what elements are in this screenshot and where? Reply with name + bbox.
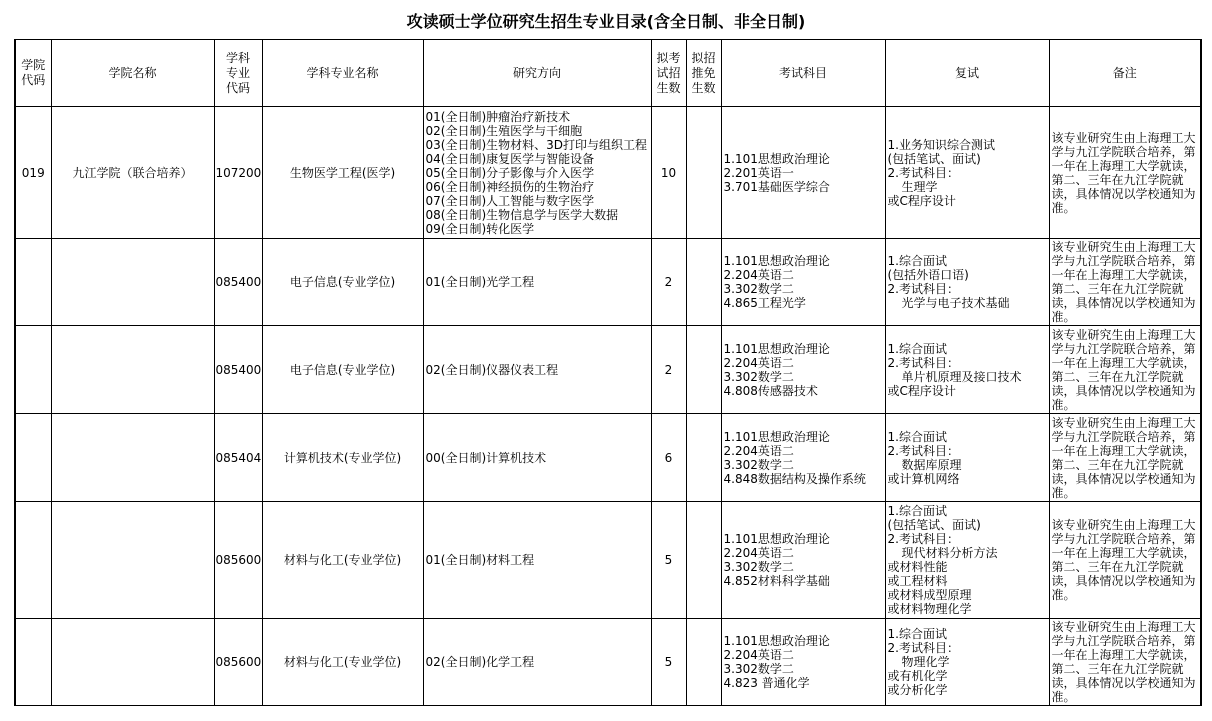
- retest-cell-line: 物理化学: [901, 655, 950, 669]
- retest-cell-line: 或计算机网络: [887, 471, 960, 486]
- table-row: [15, 502, 1201, 619]
- exam-subjects-cell-line: 2.204英语二: [723, 355, 794, 370]
- remarks-cell: 该专业研究生由上海理工大学与九江学院联合培养，第一年在上海理工大学就读，第二、三年在九江学院就读，具体情况以学校通知为准。: [1049, 239, 1201, 326]
- retest-cell-line: 2.考试科目：: [887, 641, 959, 655]
- direction-cell: [423, 107, 651, 239]
- remarks-cell: 该专业研究生由上海理工大学与九江学院联合培养，第一年在上海理工大学就读，第二、三年在九江学院就读，具体情况以学校通知为准。: [1049, 107, 1201, 239]
- direction-cell-line: 08(全日制)生物信息学与医学大数据: [425, 207, 619, 222]
- retest-cell-line: 或C程序设计: [887, 193, 956, 208]
- direction-cell: [423, 502, 651, 619]
- direction-cell-line: 02(全日制)生殖医学与干细胞: [425, 123, 583, 138]
- major-name-cell: 材料与化工(专业学位): [262, 502, 423, 619]
- header-exempt-quota-text: [691, 51, 715, 96]
- exam-subjects-cell-line: 2.201英语一: [723, 165, 794, 180]
- retest-cell-line: 或分析化学: [887, 683, 948, 697]
- exam-subjects-cell-line: 3.302数学二: [723, 369, 794, 384]
- college-name-cell: 九江学院（联合培养）: [51, 107, 214, 239]
- exam-subjects-cell-line: 4.865工程光学: [723, 296, 806, 310]
- header-exempt-quota-line: 生数: [691, 80, 716, 95]
- direction-cell-line: 01(全日制)材料工程: [425, 553, 535, 567]
- exempt-quota-cell: [686, 107, 721, 239]
- header-remarks: 备注: [1049, 40, 1201, 107]
- college-code-cell: 019: [15, 107, 51, 239]
- retest-cell-line: 1.综合面试: [887, 254, 947, 268]
- direction-cell-line: 07(全日制)人工智能与数字医学: [425, 193, 595, 208]
- exam-subjects-cell: [721, 326, 885, 414]
- exam-quota-cell: 2: [651, 326, 686, 414]
- retest-cell-line: (包括笔试、面试): [887, 518, 981, 532]
- retest-cell-line: (包括外语口语): [887, 268, 969, 282]
- exempt-quota-cell: [686, 414, 721, 502]
- exam-subjects-cell-line: 1.101思想政治理论: [723, 151, 830, 166]
- direction-cell-line: 03(全日制)生物材料、3D打印与组织工程: [425, 137, 648, 152]
- header-college-code-text: [21, 58, 45, 88]
- remarks-cell: 该专业研究生由上海理工大学与九江学院联合培养，第一年在上海理工大学就读，第二、三年在九江学院就读，具体情况以学校通知为准。: [1049, 326, 1201, 414]
- college-name-cell: [51, 239, 214, 326]
- exam-quota-cell: 6: [651, 414, 686, 502]
- header-major-code-line: 代码: [225, 80, 250, 95]
- exam-quota-cell: 2: [651, 239, 686, 326]
- retest-cell-line: 1.综合面试: [887, 504, 947, 518]
- direction-cell-line: 01(全日制)光学工程: [425, 275, 535, 289]
- major-name-cell: 电子信息(专业学位): [262, 326, 423, 414]
- college-name-cell: [51, 414, 214, 502]
- direction-cell-line: 06(全日制)神经损伤的生物治疗: [425, 179, 595, 194]
- header-exam-quota-line: 生数: [656, 80, 681, 95]
- exam-subjects-cell: [721, 107, 885, 239]
- retest-cell-line: 光学与电子技术基础: [901, 296, 1010, 310]
- header-direction: 研究方向: [423, 40, 651, 107]
- header-major-code-line: 专业: [225, 65, 250, 80]
- college-code-cell: [15, 619, 51, 706]
- direction-cell-line: 04(全日制)康复医学与智能设备: [425, 151, 595, 166]
- retest-cell: [885, 502, 1049, 619]
- retest-cell: [885, 414, 1049, 502]
- retest-cell-line: 生理学: [901, 179, 938, 194]
- table-row: [15, 414, 1201, 502]
- retest-cell-line: 数据库原理: [901, 457, 962, 472]
- exam-subjects-cell-line: 2.204英语二: [723, 443, 794, 458]
- exam-subjects-cell-line: 1.101思想政治理论: [723, 634, 830, 648]
- retest-cell: [885, 326, 1049, 414]
- direction-cell-line: 09(全日制)转化医学: [425, 221, 535, 236]
- direction-cell-line: 01(全日制)肿瘤治疗新技术: [425, 109, 571, 124]
- header-major-code: [214, 40, 262, 107]
- exam-subjects-cell-line: 1.101思想政治理论: [723, 254, 830, 268]
- exam-subjects-cell-line: 3.302数学二: [723, 457, 794, 472]
- header-college-code: [15, 40, 51, 107]
- retest-cell-line: 或有机化学: [887, 669, 948, 683]
- header-exempt-quota-line: 推免: [691, 65, 716, 80]
- retest-cell-line: 1.业务知识综合测试: [887, 137, 995, 152]
- header-exam-quota-line: 试招: [656, 65, 681, 80]
- retest-cell-line: 2.考试科目：: [887, 355, 959, 370]
- exam-subjects-cell-line: 1.101思想政治理论: [723, 429, 830, 444]
- retest-cell-line: 2.考试科目：: [887, 165, 959, 180]
- table-row: [15, 239, 1201, 326]
- header-major-code-line: 学科: [225, 50, 250, 65]
- table-body: [15, 107, 1201, 706]
- college-name-cell: [51, 326, 214, 414]
- direction-cell: [423, 326, 651, 414]
- header-college-name: 学院名称: [51, 40, 214, 107]
- direction-cell: [423, 239, 651, 326]
- header-exam-subjects: 考试科目: [721, 40, 885, 107]
- exam-subjects-cell-line: 2.204英语二: [723, 546, 794, 560]
- remarks-cell: 该专业研究生由上海理工大学与九江学院联合培养，第一年在上海理工大学就读，第二、三年在九江学院就读，具体情况以学校通知为准。: [1049, 414, 1201, 502]
- exam-subjects-cell-line: 4.852材料科学基础: [723, 574, 830, 588]
- header-college-code-line: 代码: [21, 73, 46, 87]
- retest-cell-line: 1.综合面试: [887, 429, 947, 444]
- exam-subjects-cell-line: 3.302数学二: [723, 560, 794, 574]
- exam-subjects-cell-line: 3.701基础医学综合: [723, 179, 830, 194]
- program-table: [14, 39, 1202, 706]
- major-name-cell: 电子信息(专业学位): [262, 239, 423, 326]
- retest-cell-line: 现代材料分析方法: [901, 546, 998, 560]
- exam-subjects-cell-line: 4.808传感器技术: [723, 383, 818, 398]
- direction-cell-line: 05(全日制)分子影像与介入医学: [425, 165, 595, 180]
- direction-cell: [423, 414, 651, 502]
- retest-cell-line: 1.综合面试: [887, 341, 947, 356]
- header-exempt-quota-line: 拟招: [691, 50, 716, 65]
- exam-subjects-cell-line: 2.204英语二: [723, 268, 794, 282]
- college-code-cell: [15, 326, 51, 414]
- exam-subjects-cell-line: 4.848数据结构及操作系统: [723, 471, 866, 486]
- table-row: [15, 107, 1201, 239]
- retest-cell-line: 或材料成型原理: [887, 588, 972, 602]
- remarks-cell: 该专业研究生由上海理工大学与九江学院联合培养，第一年在上海理工大学就读，第二、三年在九江学院就读，具体情况以学校通知为准。: [1049, 619, 1201, 706]
- exam-quota-cell: 5: [651, 502, 686, 619]
- major-code-cell: 107200: [214, 107, 262, 239]
- exempt-quota-cell: [686, 239, 721, 326]
- major-code-cell: 085600: [214, 502, 262, 619]
- major-name-cell: 生物医学工程(医学): [262, 107, 423, 239]
- retest-cell: [885, 619, 1049, 706]
- header-major-code-text: [226, 51, 250, 96]
- page-title: 攻读硕士学位研究生招生专业目录(含全日制、非全日制): [406, 12, 806, 31]
- retest-cell-line: 2.考试科目：: [887, 282, 959, 296]
- direction-cell: [423, 619, 651, 706]
- exempt-quota-cell: [686, 326, 721, 414]
- exam-subjects-cell: [721, 619, 885, 706]
- major-name-cell: 计算机技术(专业学位): [262, 414, 423, 502]
- major-name-cell: 材料与化工(专业学位): [262, 619, 423, 706]
- college-name-cell: [51, 619, 214, 706]
- exempt-quota-cell: [686, 619, 721, 706]
- college-code-cell: [15, 414, 51, 502]
- retest-cell-line: 或工程材料: [887, 574, 948, 588]
- header-major-name: 学科专业名称: [262, 40, 423, 107]
- major-code-cell: 085400: [214, 239, 262, 326]
- direction-cell-line: 02(全日制)仪器仪表工程: [425, 362, 559, 377]
- exam-subjects-cell-line: 1.101思想政治理论: [723, 532, 830, 546]
- retest-cell-line: 2.考试科目：: [887, 532, 959, 546]
- exam-subjects-cell-line: 3.302数学二: [723, 282, 794, 296]
- college-code-cell: [15, 502, 51, 619]
- exam-subjects-cell: [721, 414, 885, 502]
- direction-cell-line: 00(全日制)计算机技术: [425, 450, 547, 465]
- major-code-cell: 085400: [214, 326, 262, 414]
- college-name-cell: [51, 502, 214, 619]
- retest-cell: [885, 239, 1049, 326]
- exam-quota-cell: 5: [651, 619, 686, 706]
- exempt-quota-cell: [686, 502, 721, 619]
- retest-cell-line: 1.综合面试: [887, 627, 947, 641]
- header-exempt-quota: [686, 40, 721, 107]
- exam-subjects-cell-line: 2.204英语二: [723, 648, 794, 662]
- header-exam-quota: [651, 40, 686, 107]
- major-code-cell: 085404: [214, 414, 262, 502]
- header-retest: 复试: [885, 40, 1049, 107]
- table-row: [15, 326, 1201, 414]
- retest-cell-line: 2.考试科目：: [887, 443, 959, 458]
- retest-cell-line: (包括笔试、面试): [887, 151, 981, 166]
- exam-quota-cell: 10: [651, 107, 686, 239]
- header-college-code-line: 学院: [21, 58, 46, 72]
- college-code-cell: [15, 239, 51, 326]
- retest-cell: [885, 107, 1049, 239]
- major-code-cell: 085600: [214, 619, 262, 706]
- exam-subjects-cell-line: 3.302数学二: [723, 662, 794, 676]
- header-exam-quota-line: 拟考: [656, 50, 681, 65]
- header-exam-quota-text: [656, 51, 680, 96]
- remarks-cell: 该专业研究生由上海理工大学与九江学院联合培养，第一年在上海理工大学就读，第二、三年在九江学院就读，具体情况以学校通知为准。: [1049, 502, 1201, 619]
- retest-cell-line: 单片机原理及接口技术: [901, 369, 1022, 384]
- exam-subjects-cell-line: 1.101思想政治理论: [723, 341, 830, 356]
- retest-cell-line: 或材料物理化学: [887, 602, 972, 616]
- table-row: [15, 619, 1201, 706]
- header-row: [15, 40, 1201, 107]
- exam-subjects-cell-line: 4.823 普通化学: [723, 676, 810, 690]
- retest-cell-line: 或材料性能: [887, 560, 948, 574]
- exam-subjects-cell: [721, 502, 885, 619]
- retest-cell-line: 或C程序设计: [887, 383, 956, 398]
- exam-subjects-cell: [721, 239, 885, 326]
- direction-cell-line: 02(全日制)化学工程: [425, 655, 535, 669]
